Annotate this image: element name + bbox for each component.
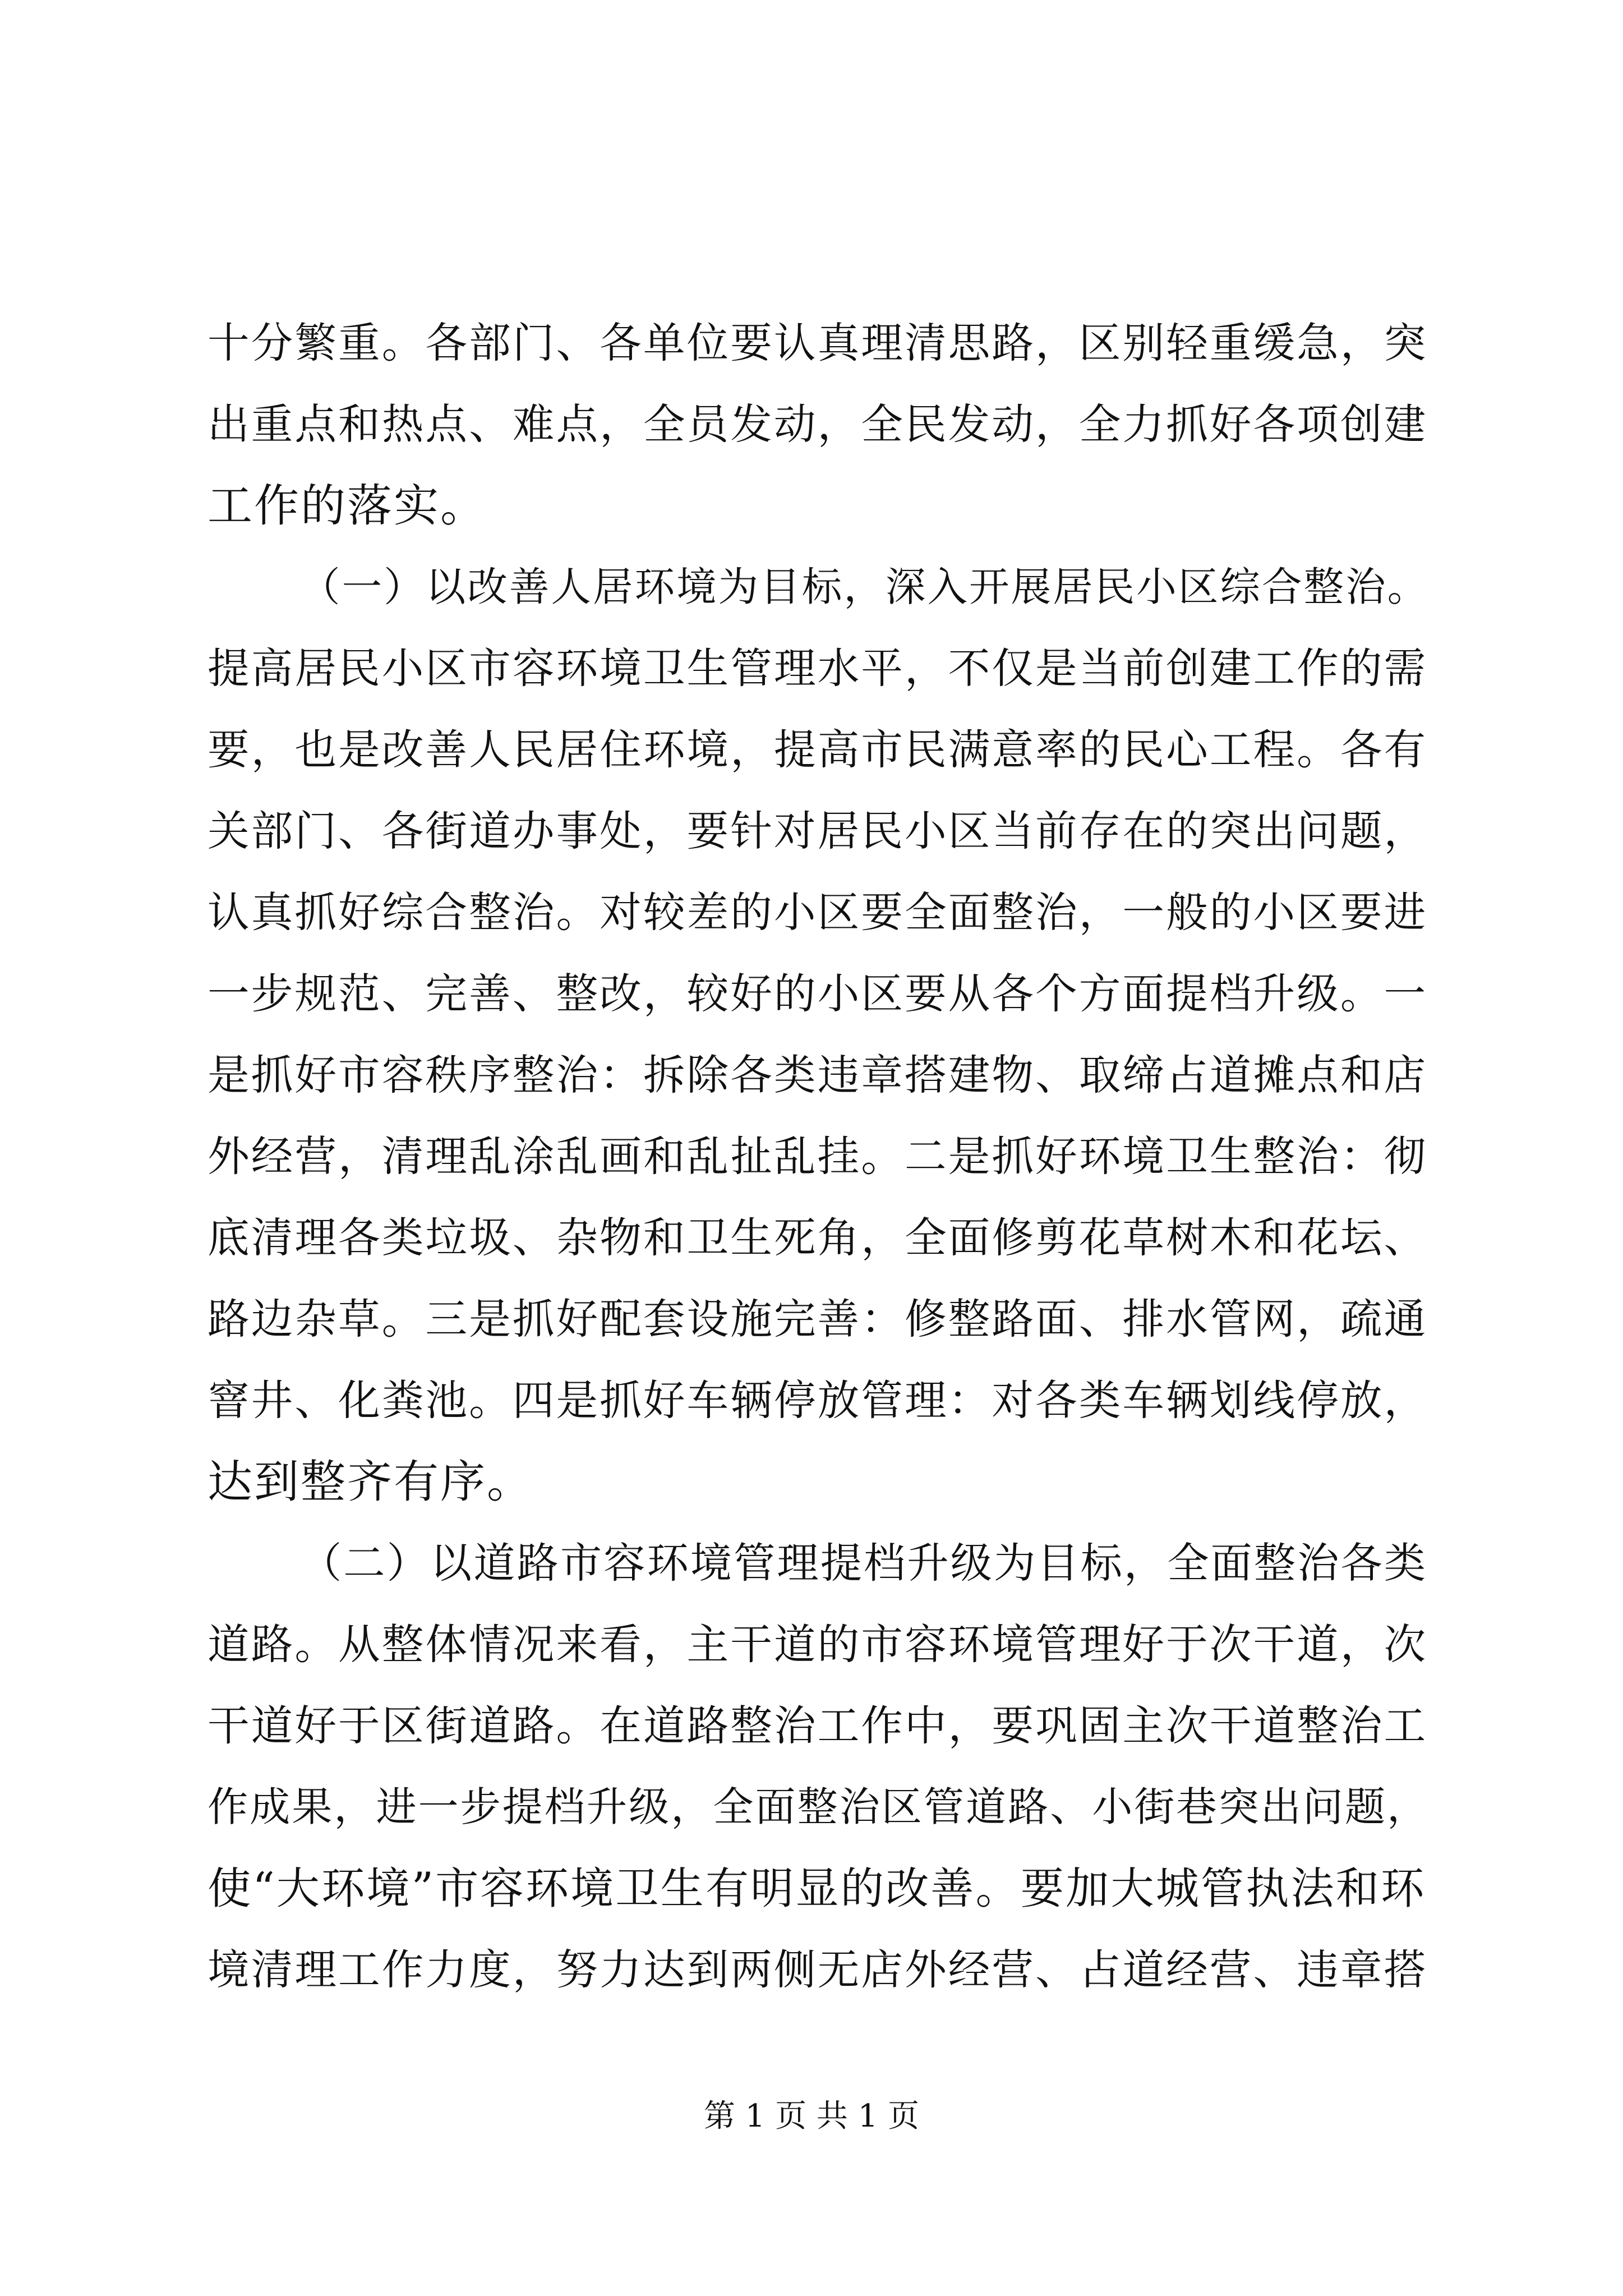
paragraph-line-11: 外经营，清理乱涂乱画和乱扯乱挂。二是抓好环境卫生整治：彻 — [208, 1132, 1428, 1181]
paragraph-line-14: 窨井、化粪池。四是抓好车辆停放管理：对各类车辆划线停放， — [208, 1376, 1428, 1425]
paragraph-line-7: 关部门、各街道办事处，要针对居民小区当前存在的突出问题， — [208, 807, 1428, 855]
page-footer: 第 1 页 共 1 页 — [703, 2098, 920, 2134]
paragraph-line-20: 使“大环境”市容环境卫生有明显的改善。要加大城管执法和环 — [208, 1864, 1426, 1914]
paragraph-line-21: 境清理工作力度，努力达到两侧无店外经营、占道经营、违章搭 — [208, 1945, 1428, 1994]
section-heading-1: （一）以改善人居环境为目标，深入开展居民小区综合整治。 — [300, 564, 1430, 610]
paragraph-line-19: 作成果，进一步提档升级，全面整治区管道路、小街巷突出问题， — [208, 1784, 1430, 1831]
paragraph-line-3: 工作的落实。 — [208, 480, 487, 532]
paragraph-line-9: 一步规范、完善、整改，较好的小区要从各个方面提档升级。一 — [208, 969, 1428, 1018]
paragraph-line-15: 达到整齐有序。 — [208, 1456, 533, 1508]
section-heading-2: （二）以道路市容环境管理提档升级为目标，全面整治各类 — [300, 1539, 1428, 1588]
paragraph-line-10: 是抓好市容秩序整治：拆除各类违章搭建物、取缔占道摊点和店 — [208, 1051, 1428, 1099]
paragraph-line-12: 底清理各类垃圾、杂物和卫生死角，全面修剪花草树木和花坛、 — [208, 1213, 1428, 1262]
paragraph-line-17: 道路。从整体情况来看，主干道的市容环境管理好于次干道，次 — [208, 1620, 1428, 1669]
paragraph-line-2: 出重点和热点、难点，全员发动，全民发动，全力抓好各项创建 — [208, 400, 1428, 449]
paragraph-line-6: 要，也是改善人民居住环境，提高市民满意率的民心工程。各有 — [208, 725, 1428, 774]
paragraph-line-5: 提高居民小区市容环境卫生管理水平，不仅是当前创建工作的需 — [208, 644, 1428, 693]
paragraph-line-1: 十分繁重。各部门、各单位要认真理清思路，区别轻重缓急，突 — [208, 319, 1428, 367]
paragraph-line-13: 路边杂草。三是抓好配套设施完善：修整路面、排水管网，疏通 — [208, 1295, 1428, 1343]
paragraph-line-8: 认真抓好综合整治。对较差的小区要全面整治，一般的小区要进 — [208, 888, 1428, 937]
paragraph-line-18: 干道好于区街道路。在道路整治工作中，要巩固主次干道整治工 — [208, 1701, 1428, 1750]
